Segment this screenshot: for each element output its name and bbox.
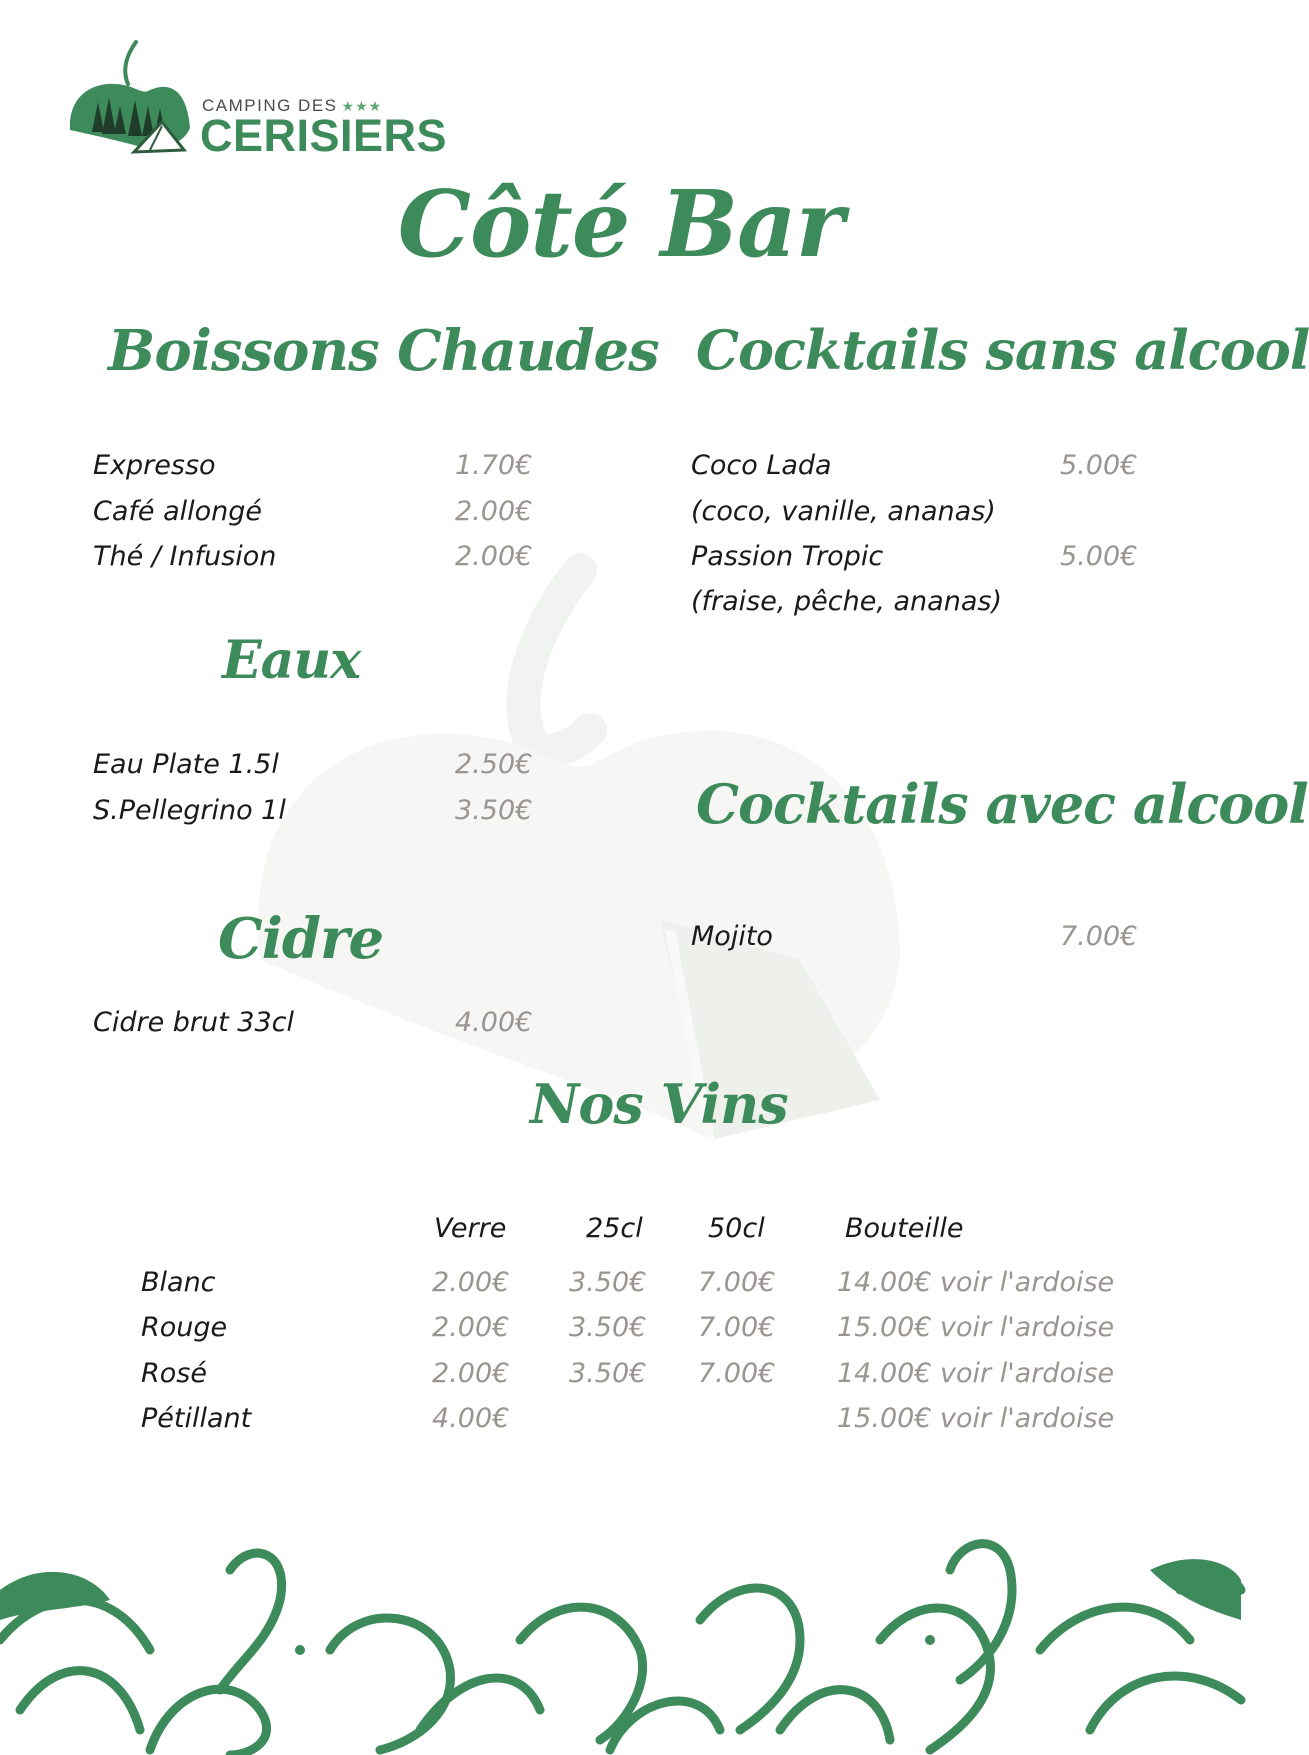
- menu-item-name: S.Pellegrino 1l: [93, 795, 286, 826]
- menu-item-name: Thé / Infusion: [93, 541, 277, 572]
- wine-name: Rosé: [141, 1358, 207, 1389]
- wine-column-bouteille: Bouteille: [845, 1213, 964, 1244]
- section-heading-cidre: Cidre: [218, 906, 384, 972]
- menu-item-detail: (fraise, pêche, ananas): [691, 586, 1002, 617]
- menu-item-name: Eau Plate 1.5l: [93, 749, 279, 780]
- wine-name: Pétillant: [141, 1403, 252, 1434]
- wine-column-verre: Verre: [434, 1213, 507, 1244]
- wine-price-25cl: 3.50€: [569, 1358, 647, 1389]
- menu-item-price: 2.50€: [455, 749, 533, 780]
- section-heading-nos-vins: Nos Vins: [530, 1072, 788, 1136]
- wine-name: Rouge: [141, 1312, 228, 1343]
- menu-item-name: Expresso: [93, 450, 216, 481]
- wine-price-verre: 2.00€: [432, 1358, 510, 1389]
- logo-name: CERISIERS: [200, 110, 448, 161]
- section-heading-boissons-chaudes: Boissons Chaudes: [108, 318, 659, 384]
- page-title: Côté Bar: [397, 170, 844, 278]
- wine-price-bouteille: 14.00€ voir l'ardoise: [837, 1358, 1115, 1389]
- menu-item-price: 3.50€: [455, 795, 533, 826]
- menu-item-name: Passion Tropic: [691, 541, 884, 572]
- menu-item-price: 2.00€: [455, 496, 533, 527]
- menu-item-price: 7.00€: [1060, 921, 1138, 952]
- menu-item-price: 4.00€: [455, 1007, 533, 1038]
- wine-price-bouteille: 15.00€ voir l'ardoise: [837, 1403, 1115, 1434]
- menu-item-name: Mojito: [691, 921, 773, 952]
- menu-item-price: 2.00€: [455, 541, 533, 572]
- menu-item-name: Café allongé: [93, 496, 263, 527]
- wine-price-50cl: 7.00€: [698, 1358, 776, 1389]
- wine-price-25cl: 3.50€: [569, 1267, 647, 1298]
- wine-price-25cl: 3.50€: [569, 1312, 647, 1343]
- wine-column-50cl: 50cl: [708, 1213, 765, 1244]
- wine-price-50cl: 7.00€: [698, 1267, 776, 1298]
- section-heading-cocktails-sans-alcool: Cocktails sans alcool: [696, 318, 1309, 382]
- floral-border-decoration: [0, 1530, 1241, 1755]
- wine-name: Blanc: [141, 1267, 216, 1298]
- section-heading-eaux: Eaux: [222, 630, 361, 691]
- menu-item-price: 1.70€: [455, 450, 533, 481]
- wine-price-bouteille: 14.00€ voir l'ardoise: [837, 1267, 1115, 1298]
- section-heading-cocktails-avec-alcool: Cocktails avec alcool: [696, 772, 1308, 836]
- wine-price-50cl: 7.00€: [698, 1312, 776, 1343]
- menu-item-detail: (coco, vanille, ananas): [691, 496, 996, 527]
- menu-item-price: 5.00€: [1060, 450, 1138, 481]
- wine-price-verre: 2.00€: [432, 1267, 510, 1298]
- wine-price-bouteille: 15.00€ voir l'ardoise: [837, 1312, 1115, 1343]
- menu-item-name: Cidre brut 33cl: [93, 1007, 295, 1038]
- wine-price-verre: 2.00€: [432, 1312, 510, 1343]
- logo-stars: ★★★: [341, 98, 383, 114]
- menu-item-price: 5.00€: [1060, 541, 1138, 572]
- wine-column-25cl: 25cl: [586, 1213, 643, 1244]
- logo-subtitle: CAMPING DES ★★★: [202, 96, 383, 115]
- menu-item-name: Coco Lada: [691, 450, 832, 481]
- wine-price-verre: 4.00€: [432, 1403, 510, 1434]
